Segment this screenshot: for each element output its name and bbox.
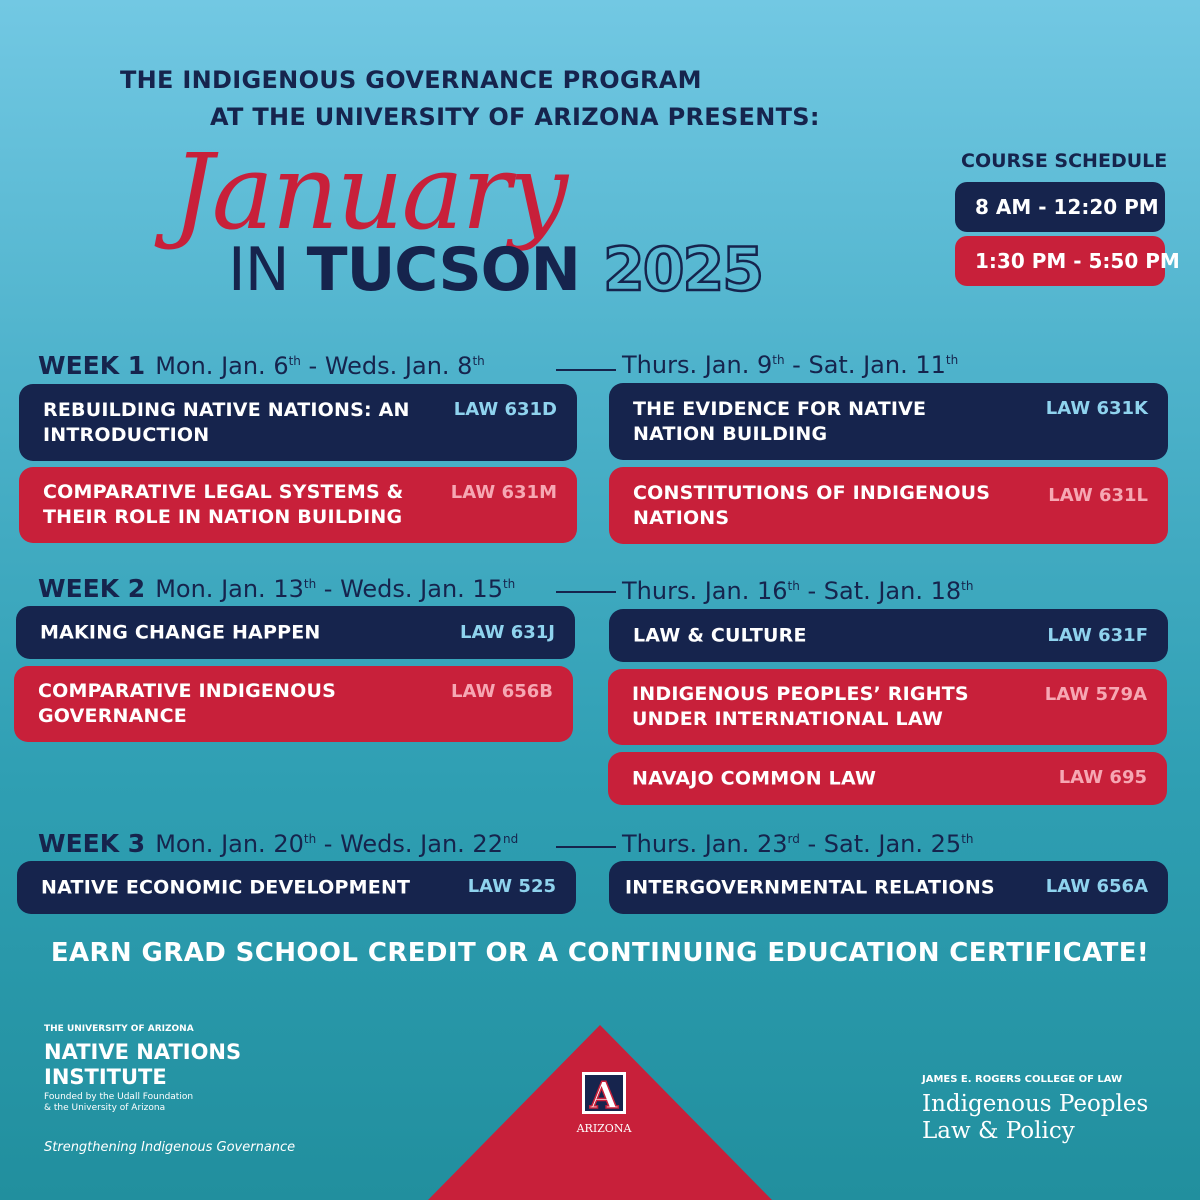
title-in-tucson: IN TUCSON	[228, 235, 580, 305]
course-title: INDIGENOUS PEOPLES’ RIGHTS UNDER INTERNATIONAL LAW	[632, 683, 969, 730]
svg-text:A: A	[590, 1075, 618, 1117]
course-title: CONSTITUTIONS OF INDIGENOUS NATIONS	[633, 481, 991, 529]
course-title: NAVAJO COMMON LAW	[632, 767, 877, 789]
course-card[interactable]	[608, 669, 1167, 745]
course-schedule-title: COURSE SCHEDULE	[961, 150, 1168, 172]
course-title: LAW & CULTURE	[633, 624, 807, 646]
course-title: INTERGOVERNMENTAL RELATIONS	[625, 876, 995, 898]
course-code: LAW 631L	[1048, 485, 1148, 506]
ipl-logo-text: Indigenous Peoples Law & Policy	[922, 1091, 1149, 1144]
afternoon-session-badge: 1:30 PM - 5:50 PM	[955, 236, 1165, 286]
course-code: LAW 631D	[453, 399, 557, 420]
week-2-divider	[556, 591, 616, 593]
week-1-divider	[556, 369, 616, 371]
course-card[interactable]	[609, 861, 1168, 914]
week-2-left-dates: WEEK 2 Mon. Jan. 13th - Weds. Jan. 15th	[38, 574, 516, 603]
course-title: COMPARATIVE INDIGENOUS GOVERNANCE	[38, 680, 337, 727]
course-code: LAW 631J	[460, 622, 555, 643]
course-card[interactable]	[16, 606, 575, 659]
week-1-left-dates: WEEK 1 Mon. Jan. 6th - Weds. Jan. 8th	[38, 351, 485, 380]
course-code: LAW 579A	[1044, 684, 1147, 705]
course-code: LAW 631K	[1045, 398, 1148, 419]
week-3-left-dates: WEEK 3 Mon. Jan. 20th - Weds. Jan. 22nd	[38, 829, 519, 858]
course-card[interactable]	[608, 752, 1167, 805]
university-of-arizona-logo	[572, 1068, 636, 1138]
morning-session-badge: 8 AM - 12:20 PM	[955, 182, 1165, 232]
title-january: January	[172, 131, 567, 253]
credit-call-to-action: EARN GRAD SCHOOL CREDIT OR A CONTINUING EDUCATION CERTIFICATE!	[50, 938, 1150, 968]
svg-text:ARIZONA: ARIZONA	[576, 1122, 632, 1135]
course-card[interactable]	[19, 384, 577, 461]
college-of-law-label: JAMES E. ROGERS COLLEGE OF LAW	[922, 1074, 1123, 1085]
course-title: NATIVE ECONOMIC DEVELOPMENT	[41, 876, 411, 898]
course-card[interactable]	[14, 666, 573, 742]
course-title: COMPARATIVE LEGAL SYSTEMS & THEIR ROLE IN NATION BUILDING	[43, 481, 404, 528]
week-2-right-dates: Thurs. Jan. 16th - Sat. Jan. 18th	[622, 577, 974, 605]
presents-heading: AT THE UNIVERSITY OF ARIZONA PRESENTS:	[210, 103, 820, 131]
course-code: LAW 525	[467, 876, 556, 897]
course-code: LAW 656A	[1045, 876, 1148, 897]
course-title: MAKING CHANGE HAPPEN	[40, 621, 321, 643]
nni-logo-text: NATIVE NATIONS INSTITUTE	[44, 1040, 242, 1089]
week-3-divider	[556, 846, 616, 848]
course-code: LAW 695	[1058, 767, 1147, 788]
course-card[interactable]	[609, 609, 1168, 662]
course-code: LAW 631M	[450, 482, 557, 503]
week-3-right-dates: Thurs. Jan. 23rd - Sat. Jan. 25th	[622, 830, 974, 858]
course-card[interactable]	[609, 467, 1168, 544]
course-code: LAW 656B	[450, 681, 553, 702]
course-code: LAW 631F	[1047, 625, 1148, 646]
nni-university-label: THE UNIVERSITY OF ARIZONA	[44, 1024, 194, 1034]
nni-tagline: Strengthening Indigenous Governance	[44, 1140, 296, 1155]
program-heading: THE INDIGENOUS GOVERNANCE PROGRAM	[120, 66, 702, 94]
nni-founded-note: Founded by the Udall Foundation & the University of Arizona	[44, 1092, 194, 1113]
week-1-right-dates: Thurs. Jan. 9th - Sat. Jan. 11th	[622, 351, 959, 379]
course-card[interactable]	[19, 467, 577, 543]
course-title: THE EVIDENCE FOR NATIVE NATION BUILDING	[633, 397, 927, 445]
course-title: REBUILDING NATIVE NATIONS: AN INTRODUCTION	[43, 398, 410, 446]
course-card[interactable]	[609, 383, 1168, 460]
title-year: 2025	[603, 235, 762, 305]
course-card[interactable]	[17, 861, 576, 914]
